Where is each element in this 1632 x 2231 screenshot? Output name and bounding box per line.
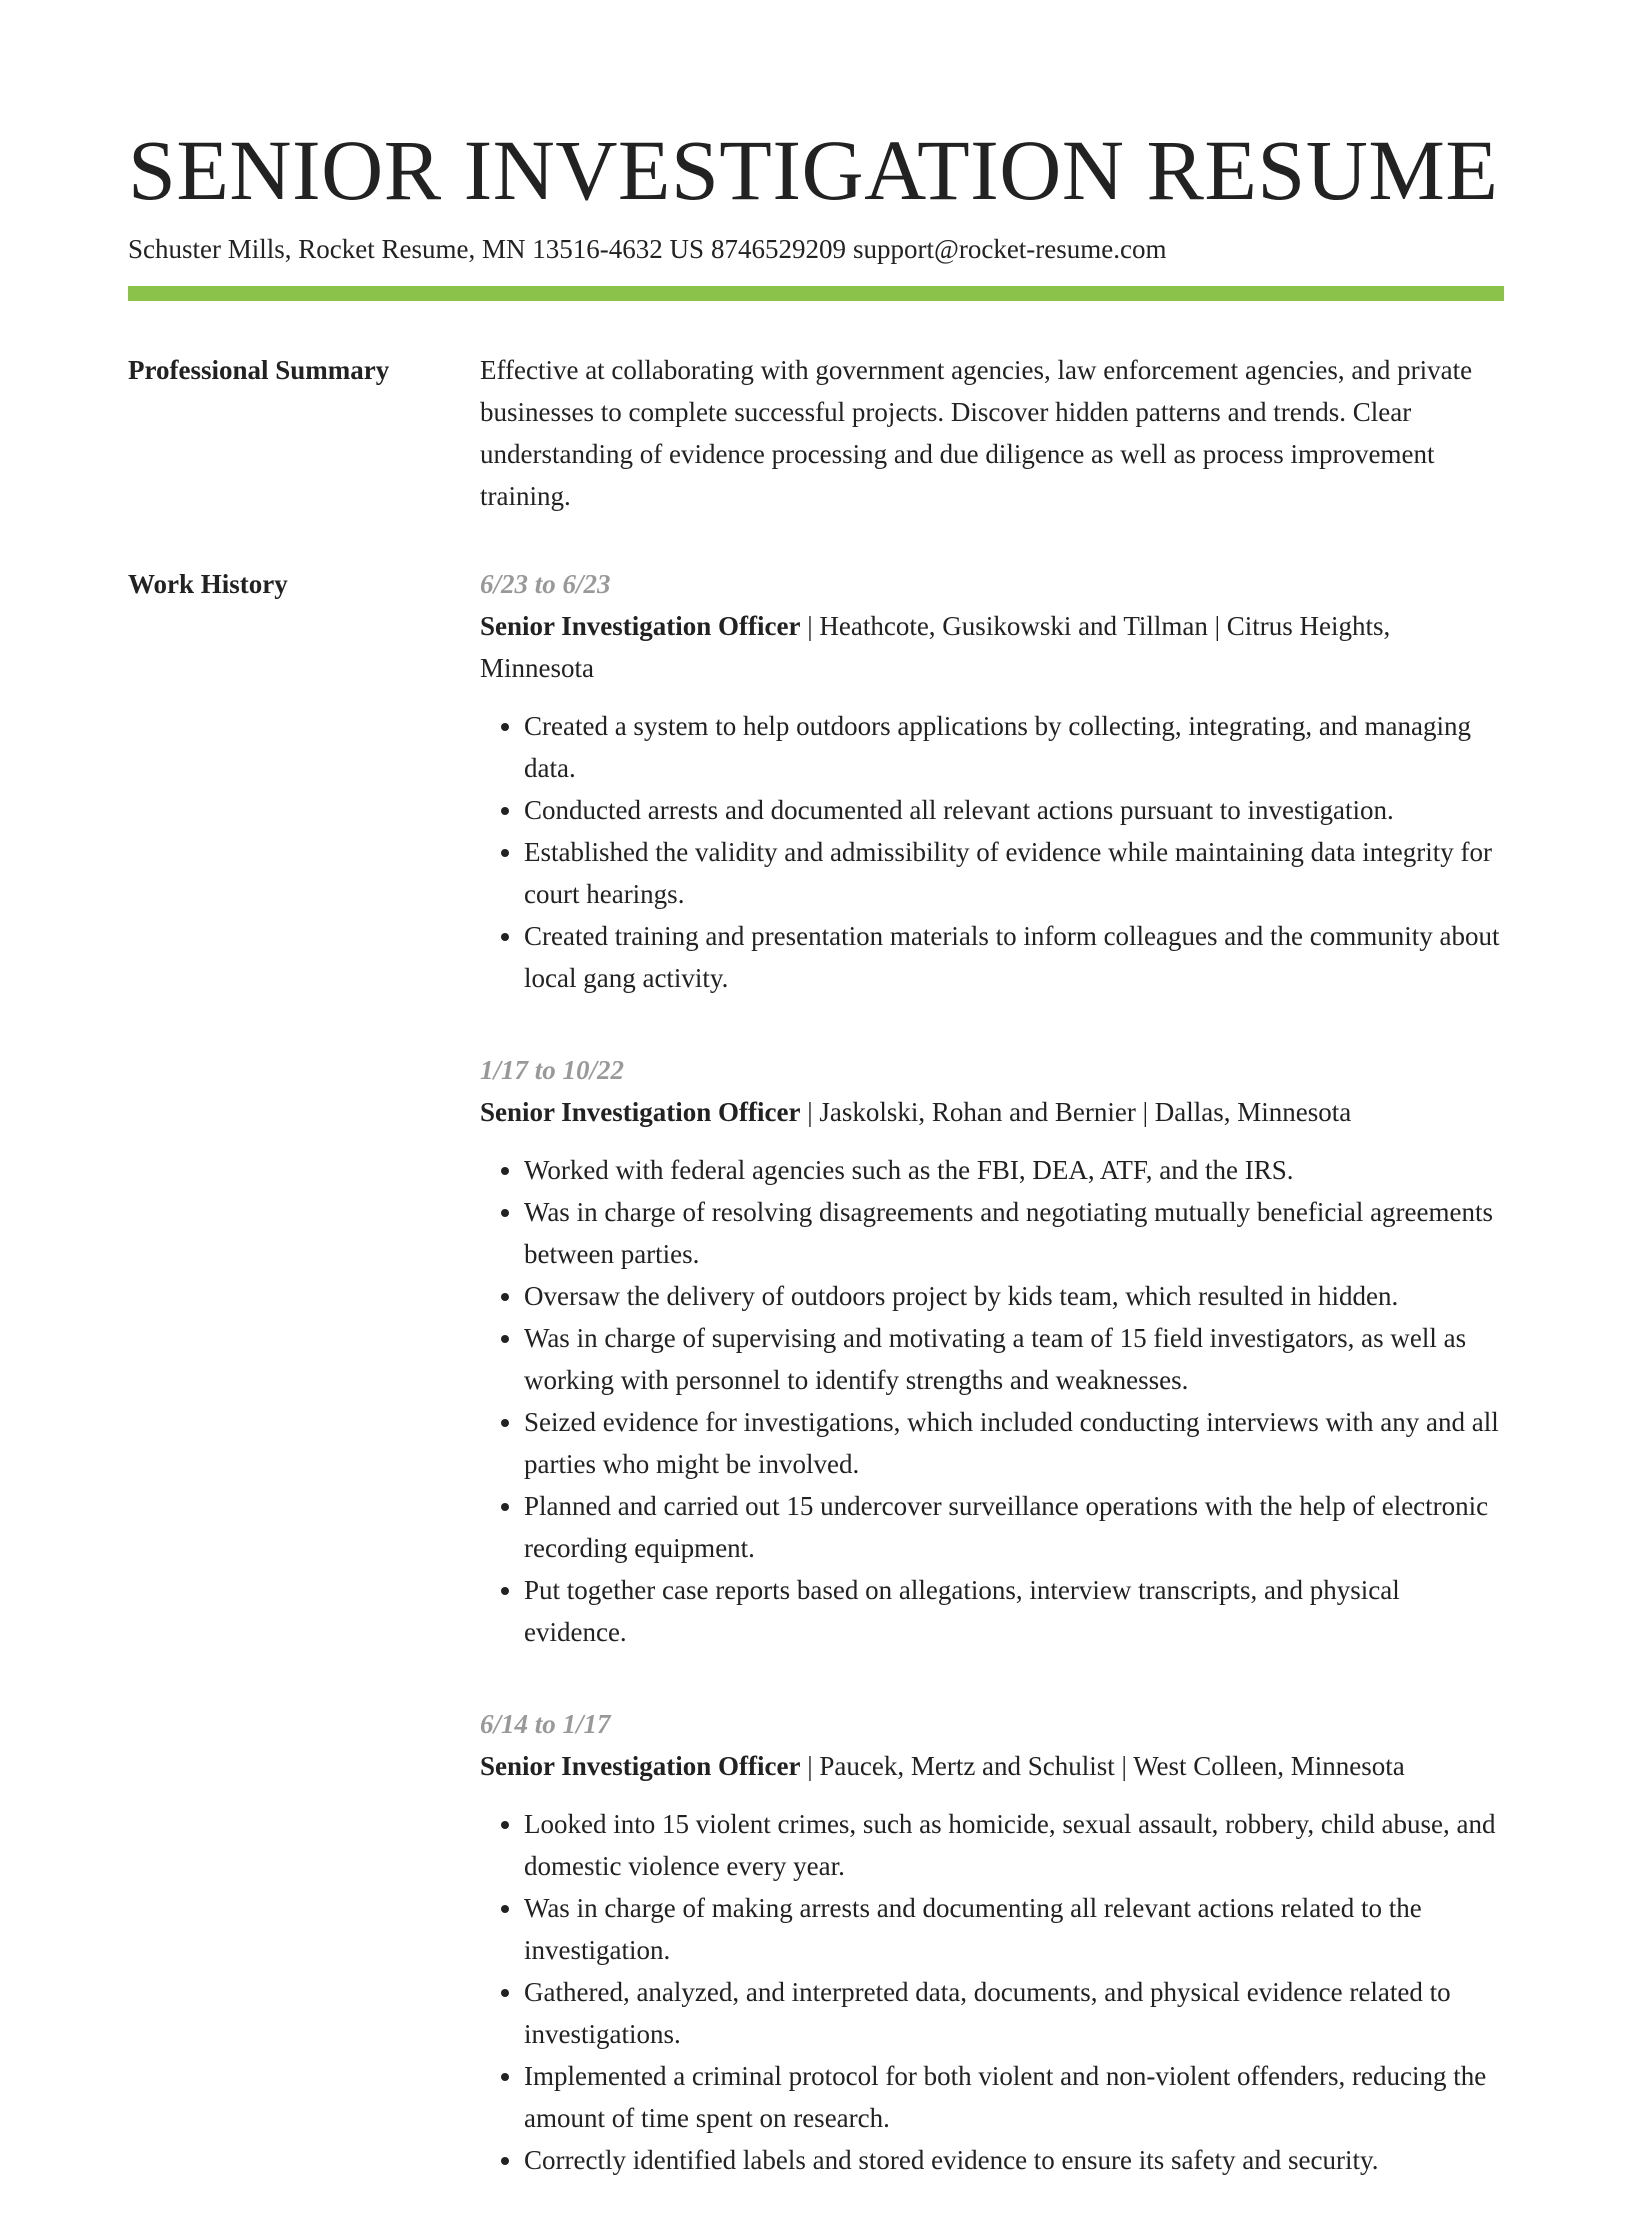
job-bullet: • Seized evidence for investigations, which included conducting interviews with any and all parties who might be involved. <box>524 1401 1504 1485</box>
job-bullet: • Implemented a criminal protocol for both violent and non-violent offenders, reducing the amount of time spent on research. <box>524 2055 1504 2139</box>
work-history-section <box>128 567 1504 2231</box>
job-dates: 6/23 to 6/23 <box>480 569 611 599</box>
job-bullet: • Oversaw the delivery of outdoors project by kids team, which resulted in hidden. <box>524 1275 1504 1317</box>
section-heading-work-history: Work History <box>128 569 288 599</box>
job-dates: 6/14 to 1/17 <box>480 1709 611 1739</box>
job-employer-location: | Paucek, Mertz and Schulist | West Colleen, Minnesota <box>800 1751 1405 1781</box>
job-bullet-list <box>480 705 1504 999</box>
contact-phone: 8746529209 <box>710 234 846 264</box>
job-bullet: • Established the validity and admissibility of evidence while maintaining data integrity for court hearings. <box>524 831 1504 915</box>
job-list <box>480 567 1504 2231</box>
job-employer-location: | Jaskolski, Rohan and Bernier | Dallas, Minnesota <box>800 1097 1352 1127</box>
resume-page <box>128 120 1504 2231</box>
job-heading-line <box>480 1745 1504 1787</box>
job-heading-line <box>480 1091 1504 1133</box>
job-entry <box>480 1049 1504 1653</box>
resume-title: SENIOR INVESTIGATION RESUME <box>128 122 1499 218</box>
job-heading-line <box>480 605 1504 689</box>
job-entry <box>480 563 1504 999</box>
job-dates: 1/17 to 10/22 <box>480 1055 625 1085</box>
job-bullet: • Put together case reports based on allegations, interview transcripts, and physical evidence. <box>524 1569 1504 1653</box>
job-bullet: • Created a system to help outdoors applications by collecting, integrating, and managing data. <box>524 705 1504 789</box>
section-heading-summary: Professional Summary <box>128 355 390 385</box>
job-bullet: • Gathered, analyzed, and interpreted data, documents, and physical evidence related to investigations. <box>524 1971 1504 2055</box>
job-bullet: • Conducted arrests and documented all relevant actions pursuant to investigation. <box>524 789 1504 831</box>
summary-text: Effective at collaborating with government agencies, law enforcement agencies, and private businesses to complete successful projects. Discover hidden patterns and trends. Clear understanding of evidence processing and due diligence as well as process improvement training. <box>480 355 1473 511</box>
job-bullet: • Was in charge of resolving disagreements and negotiating mutually beneficial agreements between parties. <box>524 1191 1504 1275</box>
contact-line <box>128 230 1504 268</box>
job-employer-location: | Heathcote, Gusikowski and Tillman | Citrus Heights, Minnesota <box>480 611 1391 683</box>
job-title: Senior Investigation Officer <box>480 1097 801 1127</box>
job-bullet: • Was in charge of supervising and motivating a team of 15 field investigators, as well as working with personnel to identify strengths and weaknesses. <box>524 1317 1504 1401</box>
job-bullet-list <box>480 1803 1504 2181</box>
job-bullet: • Looked into 15 violent crimes, such as homicide, sexual assault, robbery, child abuse, and domestic violence every year. <box>524 1803 1504 1887</box>
job-title: Senior Investigation Officer <box>480 611 801 641</box>
professional-summary-section <box>128 353 1504 517</box>
contact-email: support@rocket-resume.com <box>852 234 1167 264</box>
job-bullet: • Worked with federal agencies such as the FBI, DEA, ATF, and the IRS. <box>524 1149 1504 1191</box>
job-title: Senior Investigation Officer <box>480 1751 801 1781</box>
job-bullet: • Correctly identified labels and stored evidence to ensure its safety and security. <box>524 2139 1504 2181</box>
job-entry <box>480 1703 1504 2181</box>
job-bullet: • Created training and presentation materials to inform colleagues and the community about local gang activity. <box>524 915 1504 999</box>
accent-divider <box>128 286 1504 301</box>
job-bullet: • Was in charge of making arrests and documenting all relevant actions related to the investigation. <box>524 1887 1504 1971</box>
job-bullet-list <box>480 1149 1504 1653</box>
contact-address: Schuster Mills, Rocket Resume, MN 13516-4632 US <box>128 234 704 264</box>
job-bullet: • Planned and carried out 15 undercover surveillance operations with the help of electronic recording equipment. <box>524 1485 1504 1569</box>
